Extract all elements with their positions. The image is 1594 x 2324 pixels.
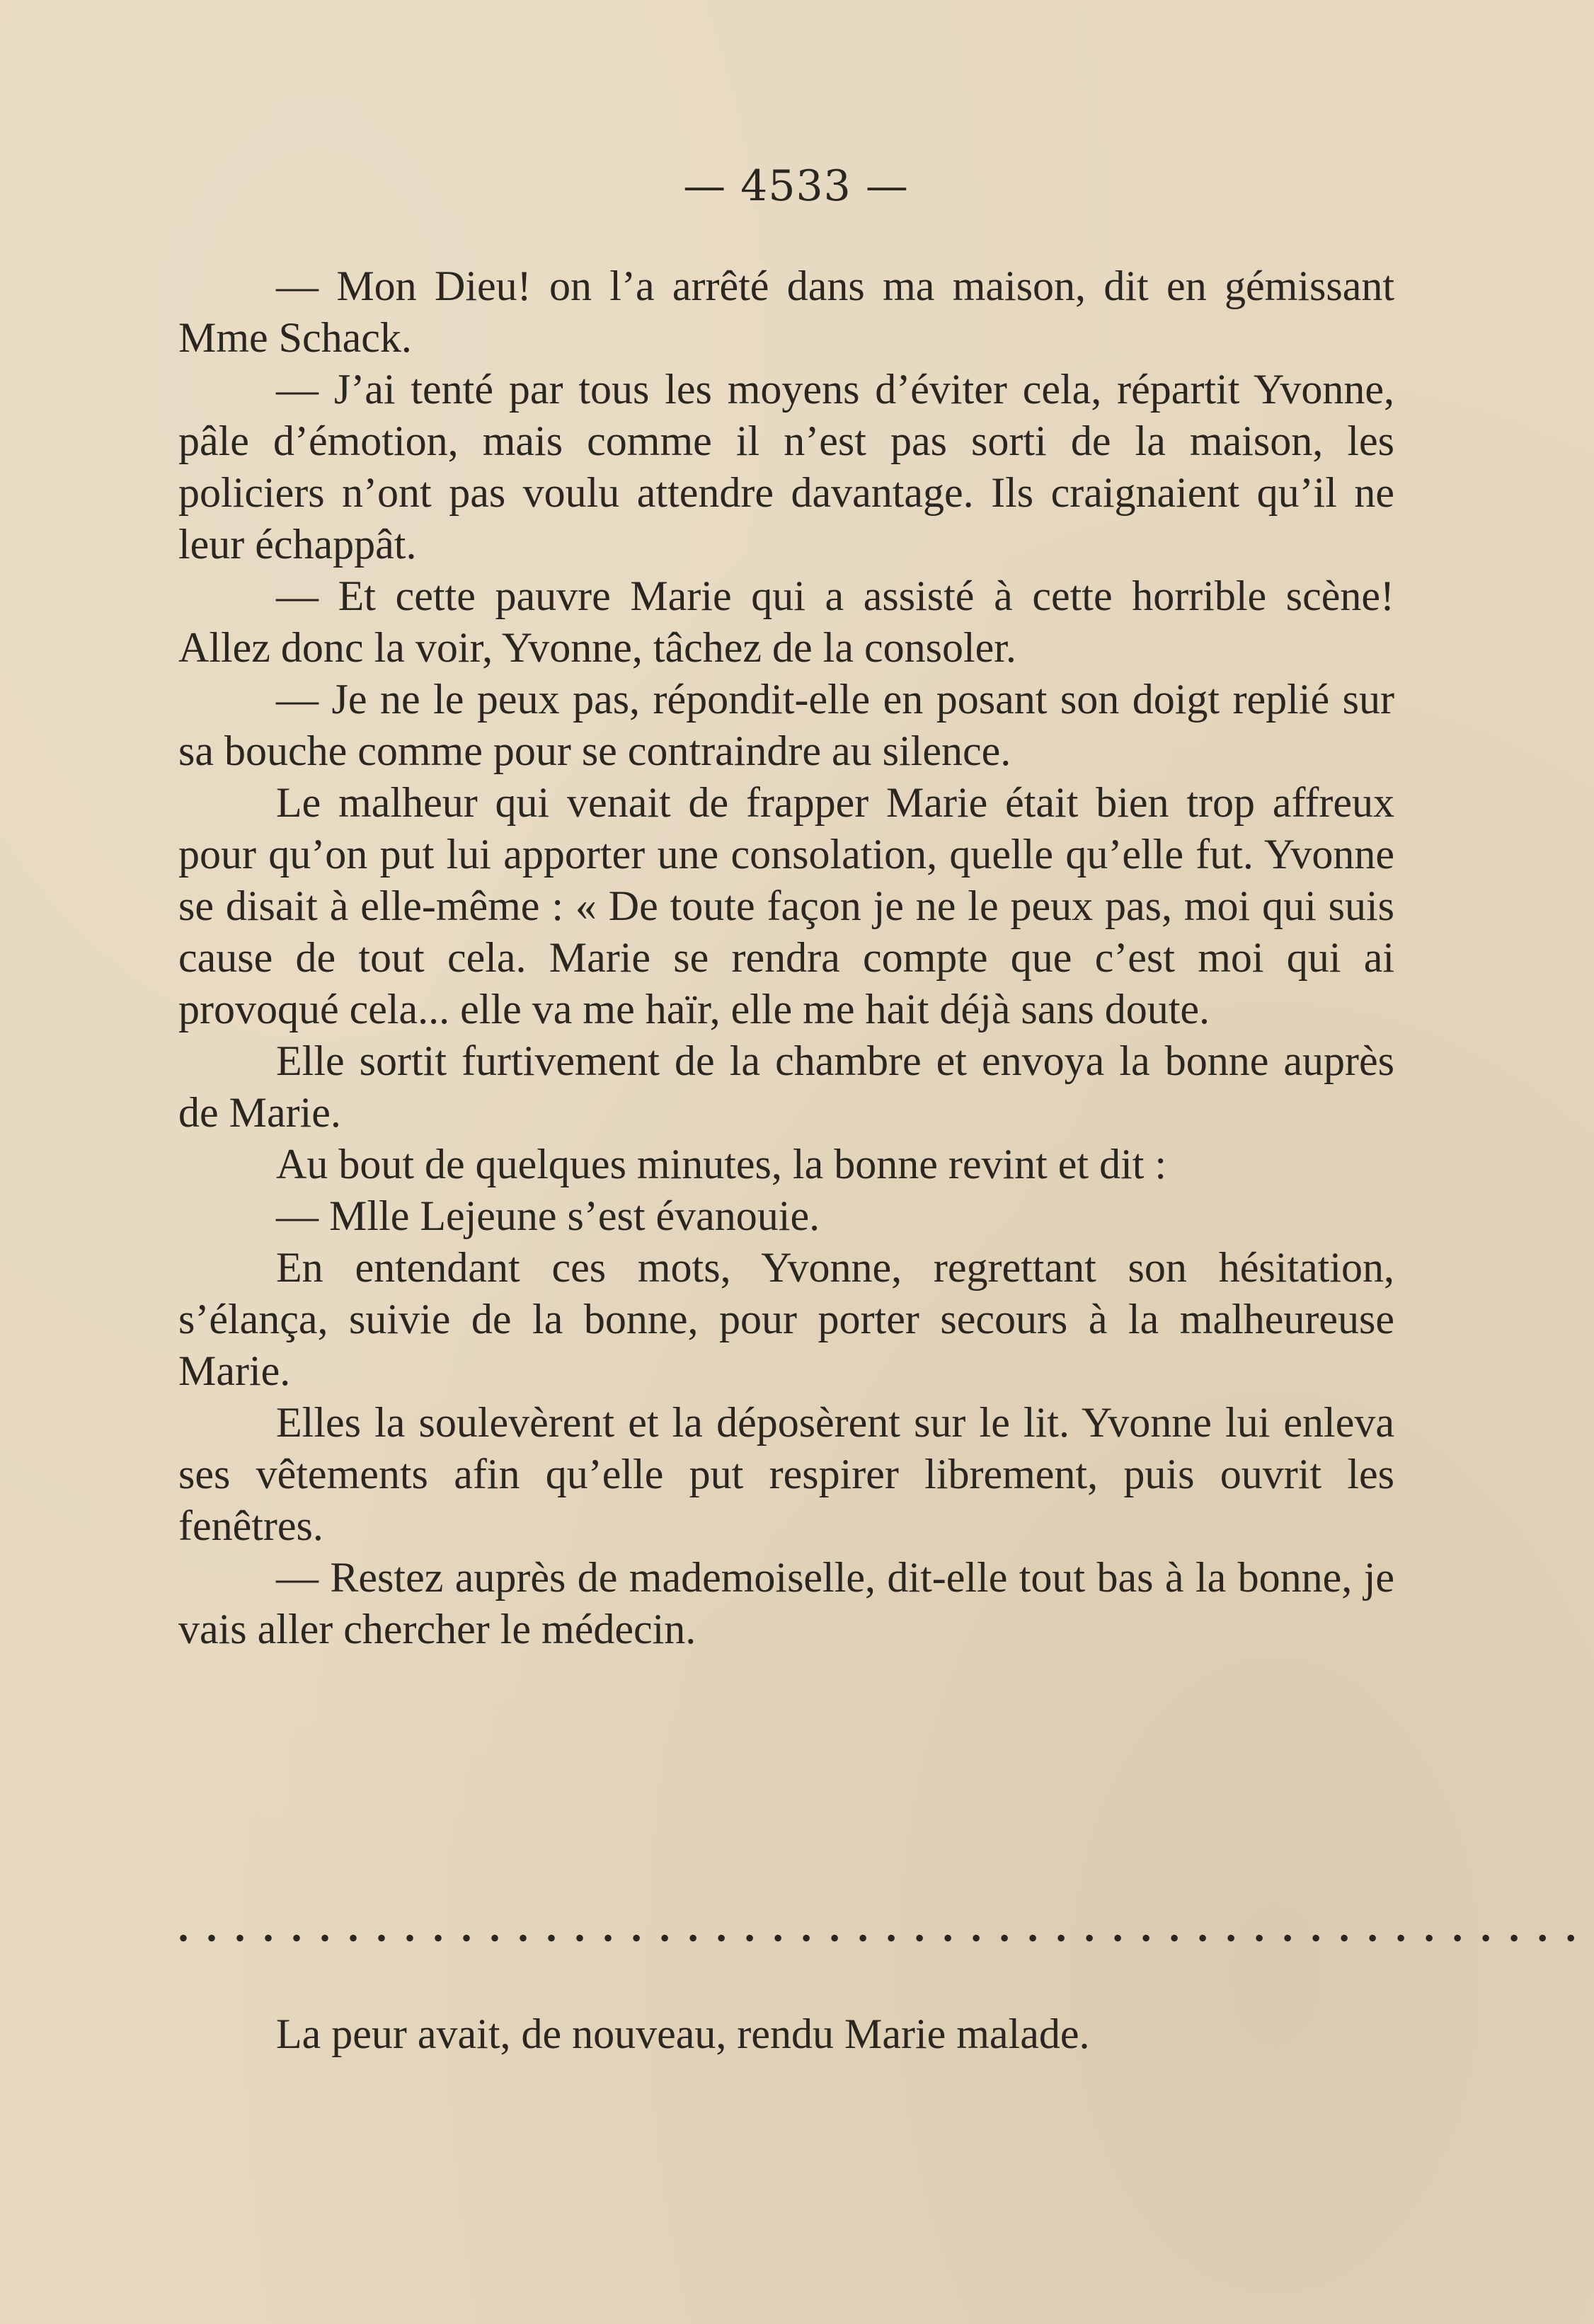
page-number: — 4533 — xyxy=(683,161,909,211)
paragraph-5: Le malheur qui venait de frapper Marie était bien trop affreux pour qu’on put lui apporter une consolation, quelle qu’elle fut. Yvonne se disait à elle-même : « De toute façon je ne le peux pas, moi qui suis cause de tout cela. Marie se rendra compte que c’est moi qui ai provoqué cela... elle va me haïr, elle me hait déjà sans doute. xyxy=(178,779,1394,1032)
paragraph-4: — Je ne le peux pas, répondit-elle en posant son doigt replié sur sa bouche comme pour se contraindre au silence. xyxy=(178,676,1394,774)
paragraph-9: En entendant ces mots, Yvonne, regrettant son hésitation, s’élança, suivie de la bonne, pour porter secours à la malheureuse Marie. xyxy=(178,1244,1394,1394)
paragraph-8: — Mlle Lejeune s’est évanouie. xyxy=(276,1192,820,1239)
paragraph-11: — Restez auprès de mademoiselle, dit-elle tout bas à la bonne, je vais aller chercher le médecin. xyxy=(178,1554,1394,1652)
section-separator: •••••••••••••••••••••••••••••••••••••••••••••••••• xyxy=(178,1922,1594,1954)
paragraph-10: Elles la soulevèrent et la déposèrent sur le lit. Yvonne lui enleva ses vêtements afin qu’elle put respirer librement, puis ouvrit les fenêtres. xyxy=(178,1399,1394,1549)
paragraph-2: — J’ai tenté par tous les moyens d’éviter cela, répartit Yvonne, pâle d’émotion, mais comme il n’est pas sorti de la maison, les policiers n’ont pas voulu attendre davantage. Ils craignaient qu’il ne leur échappât. xyxy=(178,366,1394,568)
paragraph-1: — Mon Dieu! on l’a arrêté dans ma maison, dit en gémissant Mme Schack. xyxy=(178,263,1394,361)
body-text xyxy=(178,260,1394,1655)
paragraph-6: Elle sortit furtivement de la chambre et envoya la bonne auprès de Marie. xyxy=(178,1037,1394,1136)
paragraph-7: Au bout de quelques minutes, la bonne revint et dit : xyxy=(276,1141,1167,1187)
final-line: La peur avait, de nouveau, rendu Marie malade. xyxy=(276,2011,1090,2057)
paragraph-3: — Et cette pauvre Marie qui a assisté à cette horrible scène! Allez donc la voir, Yvonne, tâchez de la consoler. xyxy=(178,573,1394,671)
